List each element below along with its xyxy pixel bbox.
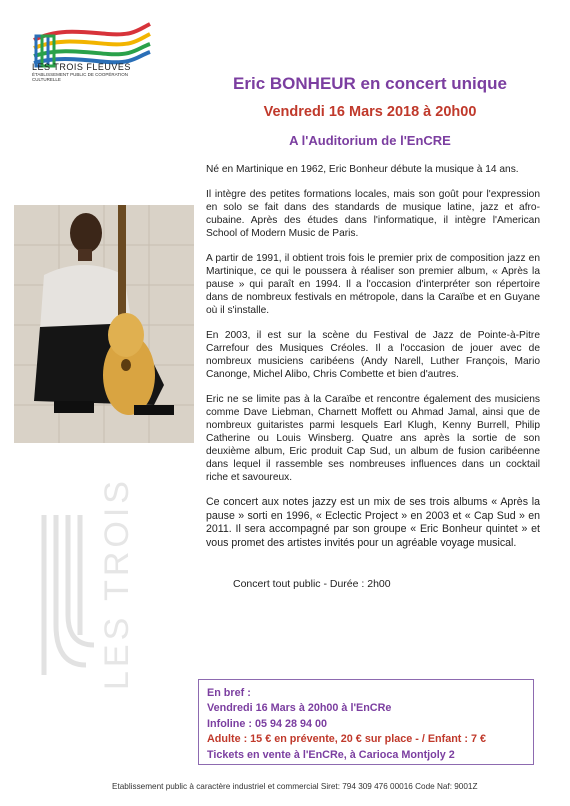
event-date: Vendredi 16 Mars 2018 à 20h00	[263, 104, 477, 120]
paragraph-5: Eric ne se limite pas à la Caraïbe et rencontre également des musiciens comme Dave Liebman, Charnett Moffett ou Ahmad Jamal, ainsi que de nombreux guitaristes parmi lesquels Earl Klugh, Kenny Burrell, Philip Catherine ou Louis Winsberg. Quatre ans après la sortie de son deuxième album, Eric produit Cap Sud, un album de fusion caribéenne dans lequel il rassemble ses nombreuses influences dans un cocktail riche et savoureux.	[206, 394, 540, 483]
footer-legal: Etablissement public à caractère industriel et commercial Siret: 794 309 476 00016 Code Naf: 9001Z	[112, 782, 478, 791]
paragraph-1: Né en Martinique en 1962, Eric Bonheur débute la musique à 14 ans.	[206, 164, 519, 175]
paragraph-2: Il intègre des petites formations locales, mais son goût pour l'expression en solo se fait dans des standards de musique latine, jazz et afro-cubaine. Après des études dans l'informatique, il intègre l'American School of Modern Music de Paris.	[206, 189, 540, 239]
logo-name: LES TROIS FLEUVES	[32, 62, 131, 72]
brief-date: Vendredi 16 Mars à 20h00 à l'EnCRe	[207, 702, 392, 715]
brief-tickets: Tickets en vente à l'EnCRe, à Carioca Montjoly 2	[207, 748, 455, 761]
paragraph-3: A partir de 1991, il obtient trois fois le premier prix de composition jazz en Martinique, ce qui le poussera à réaliser son premier album, « Après la pause » qui paraît en 1994. Il a l'occasion d'interpréter son répertoire dans de nombreux festivals en métropole, dans la Caraïbe et en Guyane où il s'installe.	[206, 253, 540, 316]
brief-prices: Adulte : 15 € en prévente, 20 € sur place - / Enfant : 7 €	[207, 733, 487, 746]
event-venue: A l'Auditorium de l'EnCRE	[289, 133, 451, 148]
logo-subtitle: ÉTABLISSEMENT PUBLIC DE COOPÉRATION CULTURELLE	[32, 72, 129, 82]
article-body	[206, 163, 540, 562]
brief-box	[198, 679, 534, 765]
page-title: Eric BONHEUR en concert unique	[233, 74, 507, 93]
artist-photo	[14, 205, 194, 443]
paragraph-6: Ce concert aux notes jazzy est un mix de ses trois albums « Après la pause » sorti en 1996, « Eclectic Project » en 2003 et « Cap Sud » en 2011. Il sera accompagné par son groupe « Eric Bonheur quintet » et vous promet des artistes invités pour un agréable voyage musical.	[206, 496, 540, 549]
brief-heading: En bref :	[207, 687, 251, 699]
paragraph-4: En 2003, il est sur la scène du Festival de Jazz de Pointe-à-Pitre Carrefour des Musiques Créoles. Il a l'occasion de jouer avec de nombreux musiciens caribéens (Andy Narell, Luther François, Mario Canonge, Michel Alibo, Chris Combette et bien d'autres.	[206, 330, 540, 380]
watermark-text: LES TROIS	[98, 477, 136, 690]
brief-infoline: Infoline : 05 94 28 94 00	[207, 717, 328, 730]
public-note: Concert tout public - Durée : 2h00	[233, 578, 391, 590]
